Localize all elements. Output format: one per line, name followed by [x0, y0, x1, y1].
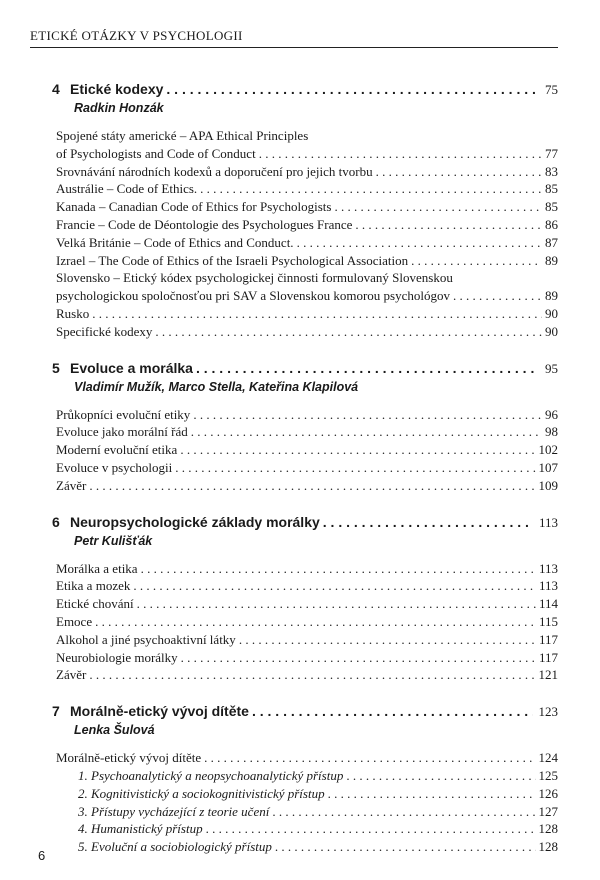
dot-leader: [89, 477, 535, 495]
entry-label: Srovnávání národních kodexů a doporučení pro jejich tvorbu: [56, 163, 373, 179]
dot-leader: [376, 163, 542, 181]
entry-label: 1. Psychoanalytický a neopsychoanalytický přístup: [78, 767, 344, 783]
dot-leader: [297, 234, 542, 252]
entry-page: 115: [538, 613, 558, 629]
entry-label: Evoluce jako morální řád: [56, 424, 188, 440]
dot-leader: [334, 198, 542, 216]
toc-subentry[interactable]: [56, 785, 558, 803]
chapter-number: 6: [52, 513, 60, 530]
chapter-section: [52, 513, 558, 685]
toc-entry[interactable]: [56, 666, 558, 684]
chapter-number: 4: [52, 81, 60, 97]
entry-page: 87: [545, 234, 558, 250]
toc-subentry[interactable]: [56, 820, 558, 838]
chapter-authors: Radkin Honzák: [74, 101, 164, 115]
entry-label: Moderní evoluční etika: [56, 442, 178, 458]
toc-entry[interactable]: [56, 649, 558, 667]
dot-leader: [259, 145, 542, 163]
dot-leader: [204, 749, 535, 767]
entry-label: Austrálie – Code of Ethics.: [56, 181, 198, 197]
entry-page: 85: [545, 199, 558, 215]
table-of-contents: [52, 80, 558, 874]
entry-label: Neurobiologie morálky: [56, 649, 178, 665]
entry-page: 125: [538, 767, 558, 783]
dot-leader: [89, 666, 535, 684]
chapter-page: 75: [545, 82, 558, 97]
dot-leader: [166, 80, 539, 98]
entry-page: 117: [538, 649, 558, 665]
page-number: 6: [38, 848, 46, 863]
toc-entry[interactable]: [56, 269, 558, 305]
chapter-authors: Vladimír Mužík, Marco Stella, Kateřina Klapilová: [74, 379, 359, 394]
dot-leader: [239, 631, 536, 649]
entry-label-line: psychologickou spoločnosťou pri SAV a Slovenskou komorou psychológov: [56, 288, 450, 304]
entry-page: 107: [538, 459, 558, 475]
toc-entry[interactable]: [56, 749, 558, 767]
toc-entry[interactable]: [56, 631, 558, 649]
dot-leader: [193, 406, 542, 424]
entry-page: 96: [545, 406, 558, 422]
dot-leader: [323, 513, 533, 531]
chapter-title: Etické kodexy: [70, 81, 164, 97]
entry-page: 77: [545, 145, 558, 161]
chapter-authors: Petr Kulišťák: [74, 533, 153, 548]
entry-label: Emoce: [56, 613, 93, 629]
dot-leader: [411, 252, 542, 270]
entry-page: 114: [538, 596, 558, 612]
chapter-page: 123: [538, 704, 558, 720]
dot-leader: [328, 785, 536, 803]
entry-page: 126: [538, 785, 558, 801]
entry-label: 3. Přístupy vycházející z teorie učení: [78, 803, 270, 819]
dot-leader: [141, 560, 536, 578]
toc-entry[interactable]: [56, 595, 558, 613]
entry-page: 109: [538, 477, 558, 493]
entry-page: 102: [538, 442, 558, 458]
dot-leader: [181, 649, 536, 667]
dot-leader: [137, 595, 536, 613]
entry-page: 83: [545, 163, 558, 179]
dot-leader: [206, 820, 536, 838]
dot-leader: [346, 767, 535, 785]
dot-leader: [133, 577, 536, 595]
entry-label: Závěr: [56, 477, 87, 493]
entry-page: 113: [538, 560, 558, 576]
toc-entry[interactable]: [56, 406, 558, 424]
toc-entry[interactable]: [56, 234, 558, 252]
entry-label: Evoluce v psychologii: [56, 459, 173, 475]
dot-leader: [200, 180, 542, 198]
chapter-title: Neuropsychologické základy morálky: [70, 513, 320, 530]
entry-label-line: Slovensko – Etický kódex psychologickej činnosti formulovaný Slovenskou: [56, 270, 453, 286]
dot-leader: [453, 287, 542, 305]
toc-entry[interactable]: [56, 180, 558, 198]
running-header: ETICKÉ OTÁZKY V PSYCHOLOGII: [30, 28, 558, 48]
entry-page: 89: [545, 252, 558, 268]
entry-page: 85: [545, 181, 558, 197]
chapter-heading[interactable]: [52, 702, 558, 721]
entry-page: 90: [545, 305, 558, 321]
dot-leader: [275, 838, 536, 856]
entry-label: Etika a mozek: [56, 578, 131, 594]
chapter-authors: Lenka Šulová: [74, 723, 155, 738]
toc-entry[interactable]: [56, 459, 558, 477]
chapter-page: 95: [545, 360, 558, 376]
dot-leader: [92, 305, 542, 323]
entry-label-line: Spojené státy americké – APA Ethical Principles: [56, 128, 309, 143]
entry-label: 2. Kognitivistický a sociokognitivistický přístup: [78, 785, 325, 801]
chapter-heading[interactable]: [52, 359, 558, 378]
entry-page: 124: [538, 750, 558, 766]
entry-page: 86: [545, 216, 558, 232]
dot-leader: [196, 359, 539, 377]
chapter-heading[interactable]: [52, 513, 558, 532]
entry-page: 127: [538, 803, 558, 819]
entry-label: Francie – Code de Déontologie des Psychologues France: [56, 216, 353, 232]
entry-label: Morálně-etický vývoj dítěte: [56, 750, 202, 766]
entry-label: 4. Humanistický přístup: [78, 821, 203, 837]
entry-label: Izrael – The Code of Ethics of the Israeli Psychological Association: [56, 252, 409, 268]
dot-leader: [180, 441, 535, 459]
chapter-section: [52, 359, 558, 495]
toc-entry[interactable]: [56, 423, 558, 441]
toc-entry[interactable]: [56, 323, 558, 341]
toc-entry[interactable]: [56, 477, 558, 495]
toc-entry[interactable]: [56, 127, 558, 163]
chapter-page: 113: [538, 514, 558, 530]
dot-leader: [191, 423, 542, 441]
dot-leader: [355, 216, 542, 234]
dot-leader: [272, 803, 535, 821]
entry-page: 113: [538, 578, 558, 594]
entry-label: Morálka a etika: [56, 560, 138, 576]
entry-page: 98: [545, 424, 558, 440]
toc-entry[interactable]: [56, 216, 558, 234]
toc-subentry[interactable]: [56, 838, 558, 856]
toc-entry[interactable]: [56, 577, 558, 595]
chapter-section: [52, 80, 558, 341]
entry-page: 90: [545, 323, 558, 339]
entry-label: 5. Evoluční a sociobiologický přístup: [78, 839, 272, 855]
chapter-title: Morálně-etický vývoj dítěte: [70, 703, 249, 720]
entry-label: Alkohol a jiné psychoaktivní látky: [56, 631, 236, 647]
entry-label-line: of Psychologists and Code of Conduct: [56, 145, 256, 161]
chapter-title: Evoluce a morálka: [70, 359, 193, 376]
toc-entry[interactable]: [56, 252, 558, 270]
entry-label: Rusko: [56, 305, 90, 321]
toc-subentry[interactable]: [56, 803, 558, 821]
toc-entry[interactable]: [56, 441, 558, 459]
entry-label: Kanada – Canadian Code of Ethics for Psychologists: [56, 199, 332, 215]
chapter-section: [52, 702, 558, 856]
entry-page: 89: [545, 288, 558, 304]
chapter-heading[interactable]: [52, 80, 558, 99]
entry-label: Specifické kodexy: [56, 323, 153, 339]
toc-subentry[interactable]: [56, 767, 558, 785]
entry-page: 128: [538, 821, 558, 837]
toc-entry[interactable]: [56, 305, 558, 323]
toc-entry[interactable]: [56, 613, 558, 631]
dot-leader: [175, 459, 535, 477]
entry-label: Velká Británie – Code of Ethics and Conduct.: [56, 234, 294, 250]
entry-label: Etické chování: [56, 596, 134, 612]
entry-label: Závěr: [56, 667, 87, 683]
entry-page: 128: [538, 839, 558, 855]
dot-leader: [95, 613, 536, 631]
toc-entry[interactable]: [56, 163, 558, 181]
entry-label: Průkopníci evoluční etiky: [56, 406, 191, 422]
toc-entry[interactable]: [56, 560, 558, 578]
chapter-number: 7: [52, 703, 60, 720]
chapter-number: 5: [52, 359, 60, 376]
entry-page: 117: [538, 631, 558, 647]
entry-page: 121: [538, 667, 558, 683]
toc-entry[interactable]: [56, 198, 558, 216]
dot-leader: [155, 323, 542, 341]
dot-leader: [252, 702, 533, 720]
